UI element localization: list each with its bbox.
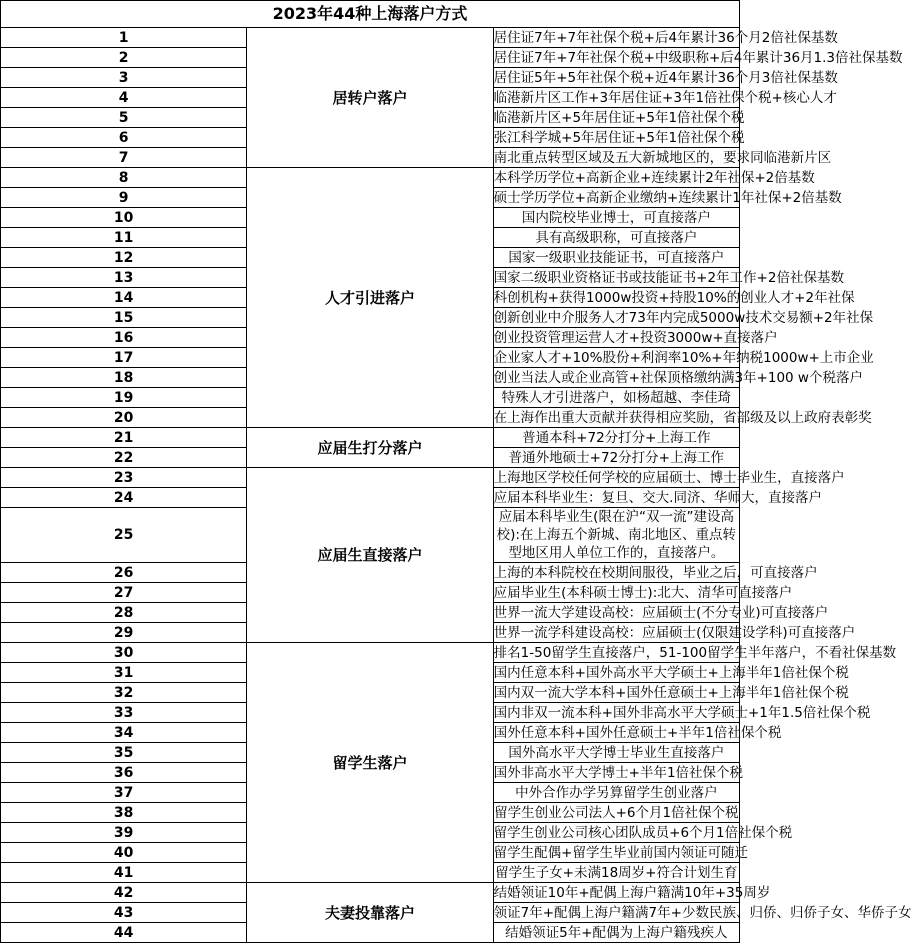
row-number: 11 xyxy=(1,228,247,248)
row-number: 23 xyxy=(1,468,247,488)
row-description: 国家二级职业资格证书或技能证书+2年工作+2倍社保基数 xyxy=(493,269,844,286)
row-description: 应届本科毕业生(限在沪“双一流”建设高校):在上海五个新城、南北地区、重点转型地区用人单位工作的，直接落户。 xyxy=(493,508,739,563)
row-number: 2 xyxy=(1,48,247,68)
row-number: 42 xyxy=(1,883,247,903)
row-description: 南北重点转型区域及五大新城地区的，要求同临港新片区 xyxy=(493,149,832,166)
row-number: 6 xyxy=(1,128,247,148)
row-number: 34 xyxy=(1,723,247,743)
category-residence-permit: 居转户落户 xyxy=(247,28,493,168)
row-description: 本科学历学位+高新企业+连续累计2年社保+2倍基数 xyxy=(493,169,815,186)
row-number: 16 xyxy=(1,328,247,348)
row-description: 国内院校毕业博士，可直接落户 xyxy=(493,208,739,228)
row-number: 35 xyxy=(1,743,247,763)
row-description: 在上海作出重大贡献并获得相应奖励，省部级及以上政府表彰奖 xyxy=(493,409,872,426)
row-number: 1 xyxy=(1,28,247,48)
row-description: 国内任意本科+国外高水平大学硕士+上海半年1倍社保个税 xyxy=(493,664,849,681)
row-number: 31 xyxy=(1,663,247,683)
row-number: 13 xyxy=(1,268,247,288)
row-number: 44 xyxy=(1,923,247,943)
row-number: 37 xyxy=(1,783,247,803)
row-description: 张江科学城+5年居住证+5年1倍社保个税 xyxy=(493,129,745,146)
row-number: 40 xyxy=(1,843,247,863)
category-talent-introduction: 人才引进落户 xyxy=(247,168,493,428)
row-number: 12 xyxy=(1,248,247,268)
row-number: 10 xyxy=(1,208,247,228)
row-number: 8 xyxy=(1,168,247,188)
row-number: 36 xyxy=(1,763,247,783)
category-overseas-students: 留学生落户 xyxy=(247,643,493,883)
row-number: 38 xyxy=(1,803,247,823)
row-description: 国内非双一流本科+国外非高水平大学硕士+1年1.5倍社保个税 xyxy=(493,704,871,721)
row-number: 19 xyxy=(1,388,247,408)
row-number: 32 xyxy=(1,683,247,703)
row-number: 26 xyxy=(1,563,247,583)
row-number: 14 xyxy=(1,288,247,308)
row-number: 7 xyxy=(1,148,247,168)
row-description: 普通本科+72分打分+上海工作 xyxy=(493,428,739,448)
row-description: 领证7年+配偶上海户籍满7年+少数民族、归侨、归侨子女、华侨子女 xyxy=(493,904,911,921)
row-description: 创业投资管理运营人才+投资3000w+直接落户 xyxy=(493,329,778,346)
row-description: 结婚领证5年+配偶为上海户籍残疾人 xyxy=(493,923,739,943)
row-number: 39 xyxy=(1,823,247,843)
row-description: 留学生创业公司法人+6个月1倍社保个税 xyxy=(494,804,739,821)
row-description: 居住证7年+7年社保个税+中级职称+后4年累计36月1.3倍社保基数 xyxy=(493,49,903,66)
row-description: 具有高级职称，可直接落户 xyxy=(493,228,739,248)
row-number: 30 xyxy=(1,643,247,663)
row-description: 居住证5年+5年社保个税+近4年累计36个月3倍社保基数 xyxy=(493,69,838,86)
row-description: 世界一流大学建设高校：应届硕士(不分专业)可直接落户 xyxy=(493,604,829,621)
table-title: 2023年44种上海落户方式 xyxy=(1,1,740,28)
row-description: 留学生创业公司核心团队成员+6个月1倍社保个税 xyxy=(493,824,793,841)
row-number: 27 xyxy=(1,583,247,603)
row-number: 3 xyxy=(1,68,247,88)
row-description: 结婚领证10年+配偶上海户籍满10年+35周岁 xyxy=(493,884,771,901)
row-number: 20 xyxy=(1,408,247,428)
row-description: 排名1-50留学生直接落户，51-100留学生半年落户，不看社保基数 xyxy=(493,644,897,661)
row-number: 29 xyxy=(1,623,247,643)
row-description: 中外合作办学另算留学生创业落户 xyxy=(493,783,739,803)
row-description: 国外任意本科+国外任意硕士+半年1倍社保个税 xyxy=(493,724,782,741)
row-description: 科创机构+获得1000w投资+持股10%的创业人才+2年社保 xyxy=(493,289,855,306)
row-description: 应届毕业生(本科硕士博士):北大、清华可直接落户 xyxy=(493,584,793,601)
row-description: 留学生子女+未满18周岁+符合计划生育 xyxy=(493,863,739,883)
row-number: 25 xyxy=(1,508,247,563)
row-description: 上海的本科院校在校期间服役，毕业之后，可直接落户 xyxy=(493,564,818,581)
row-description: 创新创业中介服务人才73年内完成5000w技术交易额+2年社保 xyxy=(493,309,874,326)
row-description: 创业当法人或企业高管+社保顶格缴纳满3年+100 w个税落户 xyxy=(493,369,863,386)
row-description: 特殊人才引进落户，如杨超越、李佳琦 xyxy=(493,388,739,408)
row-number: 5 xyxy=(1,108,247,128)
row-description: 临港新片区工作+3年居住证+3年1倍社保个税+核心人才 xyxy=(493,89,837,106)
row-number: 21 xyxy=(1,428,247,448)
row-description: 居住证7年+7年社保个税+后4年累计36个月2倍社保基数 xyxy=(493,29,838,46)
row-number: 24 xyxy=(1,488,247,508)
category-graduate-direct: 应届生直接落户 xyxy=(247,468,493,643)
row-description: 硕士学历学位+高新企业缴纳+连续累计1年社保+2倍基数 xyxy=(493,189,842,206)
row-description: 应届本科毕业生：复旦、交大.同济、华师大，直接落户 xyxy=(493,489,822,506)
row-number: 18 xyxy=(1,368,247,388)
row-number: 33 xyxy=(1,703,247,723)
category-spouse: 夫妻投靠落户 xyxy=(247,883,493,943)
row-description: 国外非高水平大学博士+半年1倍社保个税 xyxy=(493,764,744,781)
row-number: 22 xyxy=(1,448,247,468)
row-description: 国内双一流大学本科+国外任意硕士+上海半年1倍社保个税 xyxy=(493,684,849,701)
row-description: 临港新片区+5年居住证+5年1倍社保个税 xyxy=(493,109,745,126)
category-graduate-points: 应届生打分落户 xyxy=(247,428,493,468)
row-number: 28 xyxy=(1,603,247,623)
row-number: 9 xyxy=(1,188,247,208)
row-description: 上海地区学校任何学校的应届硕士、博士毕业生，直接落户 xyxy=(493,469,845,486)
row-number: 17 xyxy=(1,348,247,368)
row-number: 41 xyxy=(1,863,247,883)
row-number: 4 xyxy=(1,88,247,108)
row-description: 世界一流学科建设高校：应届硕士(仅限建设学科)可直接落户 xyxy=(493,624,856,641)
row-description: 国家一级职业技能证书，可直接落户 xyxy=(493,248,739,268)
row-description: 普通外地硕士+72分打分+上海工作 xyxy=(493,448,739,468)
row-number: 15 xyxy=(1,308,247,328)
row-description: 企业家人才+10%股份+利润率10%+年纳税1000w+上市企业 xyxy=(493,349,874,366)
row-description: 留学生配偶+留学生毕业前国内领证可随迁 xyxy=(493,844,748,861)
row-number: 43 xyxy=(1,903,247,923)
row-description: 国外高水平大学博士毕业生直接落户 xyxy=(493,743,739,763)
